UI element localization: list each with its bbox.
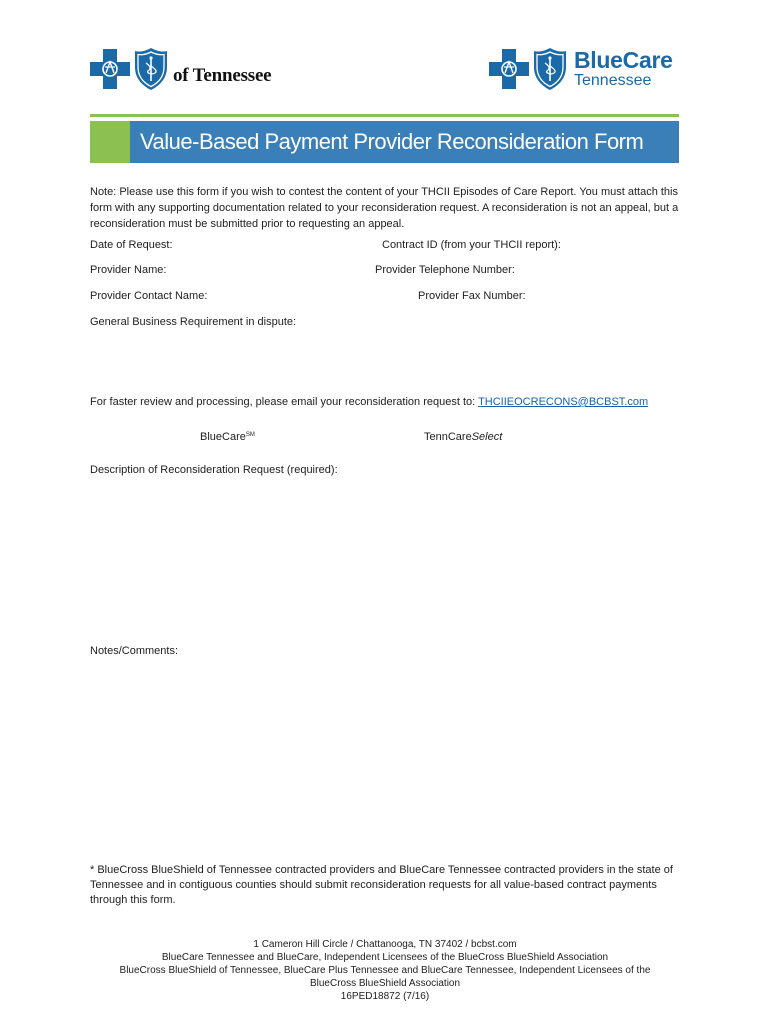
provider-name-label: Provider Name: [90,264,167,276]
provider-contact-name-label: Provider Contact Name: [90,290,208,302]
provider-fax-label: Provider Fax Number: [418,290,526,302]
general-business-requirement-label: General Business Requirement in dispute: [90,316,297,328]
logo-of-tennessee: of Tennessee [173,65,272,86]
footer-form-number: 16PED18872 (7/16) [340,991,430,1002]
provider-telephone-label: Provider Telephone Number: [375,264,515,276]
footer-licensee-3: BlueCross BlueShield Association [309,978,461,989]
description-label: Description of Reconsideration Request (required): [90,464,338,476]
email-prompt: For faster review and processing, please email your reconsideration request to: [90,396,479,408]
blue-shield-icon [133,47,169,91]
footnote: * BlueCross BlueShield of Tennessee contracted providers and BlueCare Tennessee contracted providers in the state of Tennessee and in contiguous counties should submit reconsideration requests for all value-based contract payments through this form. [90,864,673,906]
footer-address: 1 Cameron Hill Circle / Chattanooga, TN 37402 / bcbst.com [253,939,517,950]
header-divider [90,114,679,117]
bluecare-name: BlueCare [574,47,673,73]
tenncare-select-plan-option [424,429,502,445]
title-banner [90,121,679,163]
banner-body [130,121,679,163]
notes-comments-label: Notes/Comments: [90,645,179,657]
bcbst-logo [90,46,271,92]
bluecare-tennessee-logo [489,44,673,94]
footer-licensee-1: BlueCare Tennessee and BlueCare, Independent Licensees of the BlueCross BlueShield Association [161,952,609,963]
blue-cross-icon [90,49,130,89]
bluecare-plan-option [200,429,255,445]
page-footer [100,938,670,1003]
tenncare-prefix: TennCare [424,431,472,443]
email-link[interactable]: THCIIEOCRECONS@BCBST.com [478,396,649,408]
date-of-request-label: Date of Request: [90,239,173,251]
bluecare-plan-label: BlueCare [200,431,246,443]
bluecare-subtitle: Tennessee [574,72,652,89]
blue-cross-icon [489,49,529,89]
footer-licensee-2: BlueCross BlueShield of Tennessee, BlueCare Plus Tennessee and BlueCare Tennessee, Independent Licensees of the [119,965,651,976]
contract-id-label: Contract ID (from your THCII report): [382,239,561,251]
service-mark: SM [245,432,255,438]
tenncare-suffix: Select [471,431,503,443]
banner-accent [90,121,130,163]
email-instruction [90,394,648,410]
blue-shield-icon [532,47,568,91]
bluecare-wordmark [574,49,673,89]
form-title: Value-Based Payment Provider Reconsideration Form [140,129,644,154]
form-note: Note: Please use this form if you wish to contest the content of your THCII Episodes of Care Report. You must attach this form with any supporting documentation related to your reconsideration request. A reconsideration is not an appeal, but a reconsideration must be submitted prior to requesting an appeal. [90,186,679,230]
